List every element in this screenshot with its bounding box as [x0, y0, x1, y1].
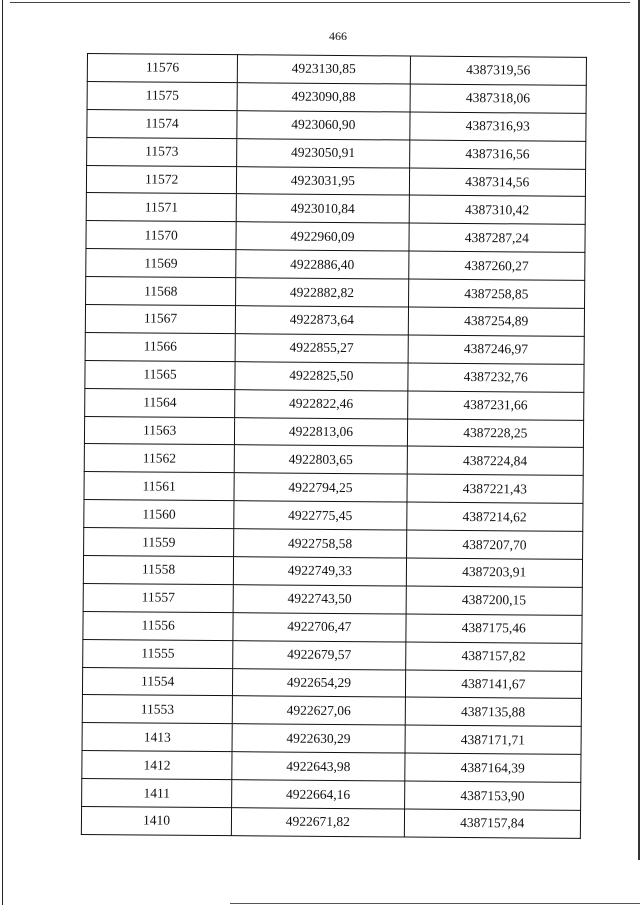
y-coordinate-cell: 4387214,62 — [406, 502, 583, 531]
coordinates-table — [81, 53, 587, 839]
point-number-cell: 11554 — [82, 667, 232, 696]
y-coordinate-cell: 4387260,27 — [408, 251, 585, 280]
point-number-cell: 1412 — [82, 751, 232, 780]
point-number-cell: 11555 — [83, 639, 233, 668]
table-row — [87, 81, 586, 113]
x-coordinate-cell: 4922886,40 — [236, 250, 409, 279]
x-coordinate-cell: 4922630,29 — [232, 724, 405, 753]
point-number-cell: 11558 — [83, 556, 233, 585]
y-coordinate-cell: 4387141,67 — [405, 670, 582, 699]
table-row — [84, 444, 583, 476]
y-coordinate-cell: 4387314,56 — [409, 168, 586, 197]
x-coordinate-cell: 4922825,50 — [235, 361, 408, 390]
point-number-cell: 11575 — [87, 81, 237, 110]
x-coordinate-cell: 4922654,29 — [233, 668, 406, 697]
table-row — [83, 639, 582, 671]
point-number-cell: 11566 — [85, 332, 235, 361]
y-coordinate-cell: 4387221,43 — [407, 474, 584, 503]
table-row — [86, 221, 585, 253]
x-coordinate-cell: 4922813,06 — [235, 417, 408, 446]
table-row — [85, 360, 584, 392]
x-coordinate-cell: 4922873,64 — [236, 306, 409, 335]
point-number-cell: 11576 — [87, 54, 237, 83]
x-coordinate-cell: 4922749,33 — [234, 557, 407, 586]
point-number-cell: 11553 — [82, 695, 232, 724]
x-coordinate-cell: 4922803,65 — [234, 445, 407, 474]
table-row — [84, 528, 583, 560]
point-number-cell: 11572 — [86, 165, 236, 194]
coordinates-table-body — [81, 54, 586, 839]
table-row — [85, 332, 584, 364]
point-number-cell: 11567 — [85, 305, 235, 334]
point-number-cell: 11573 — [87, 137, 237, 166]
table-row — [81, 807, 580, 839]
x-coordinate-cell: 4922706,47 — [233, 612, 406, 641]
y-coordinate-cell: 4387203,91 — [406, 558, 583, 587]
y-coordinate-cell: 4387153,90 — [404, 781, 581, 810]
y-coordinate-cell: 4387254,89 — [408, 307, 585, 336]
table-row — [82, 723, 581, 755]
point-number-cell: 11560 — [84, 500, 234, 529]
x-coordinate-cell: 4922882,82 — [236, 278, 409, 307]
table-row — [86, 249, 585, 281]
x-coordinate-cell: 4923060,90 — [237, 110, 410, 139]
table-row — [83, 556, 582, 588]
y-coordinate-cell: 4387316,93 — [409, 112, 586, 141]
point-number-cell: 11562 — [84, 444, 234, 473]
x-coordinate-cell: 4922855,27 — [235, 334, 408, 363]
y-coordinate-cell: 4387224,84 — [407, 446, 584, 475]
page-edge-top — [10, 2, 630, 3]
y-coordinate-cell: 4387207,70 — [406, 530, 583, 559]
table-row — [82, 779, 581, 811]
x-coordinate-cell: 4922679,57 — [233, 640, 406, 669]
point-number-cell: 1413 — [82, 723, 232, 752]
y-coordinate-cell: 4387316,56 — [409, 140, 586, 169]
y-coordinate-cell: 4387135,88 — [405, 698, 582, 727]
point-number-cell: 1410 — [81, 807, 231, 836]
y-coordinate-cell: 4387200,15 — [406, 586, 583, 615]
table-row — [82, 751, 581, 783]
y-coordinate-cell: 4387164,39 — [404, 753, 581, 782]
table-row — [87, 109, 586, 141]
table-row — [82, 667, 581, 699]
table-row — [83, 611, 582, 643]
y-coordinate-cell: 4387310,42 — [409, 195, 586, 224]
x-coordinate-cell: 4923050,91 — [237, 138, 410, 167]
y-coordinate-cell: 4387228,25 — [407, 419, 584, 448]
y-coordinate-cell: 4387231,66 — [407, 391, 584, 420]
point-number-cell: 11565 — [85, 360, 235, 389]
y-coordinate-cell: 4387319,56 — [410, 56, 587, 85]
point-number-cell: 11574 — [87, 109, 237, 138]
y-coordinate-cell: 4387287,24 — [409, 223, 586, 252]
table-row — [83, 583, 582, 615]
page-number: 466 — [329, 29, 347, 43]
x-coordinate-cell: 4922627,06 — [232, 696, 405, 725]
point-number-cell: 11557 — [83, 583, 233, 612]
point-number-cell: 11570 — [86, 221, 236, 250]
table-row — [85, 305, 584, 337]
x-coordinate-cell: 4922664,16 — [232, 780, 405, 809]
point-number-cell: 1411 — [82, 779, 232, 808]
x-coordinate-cell: 4922758,58 — [234, 529, 407, 558]
y-coordinate-cell: 4387175,46 — [405, 614, 582, 643]
x-coordinate-cell: 4922960,09 — [236, 222, 409, 251]
table-row — [87, 137, 586, 169]
point-number-cell: 11564 — [85, 388, 235, 417]
x-coordinate-cell: 4923031,95 — [237, 166, 410, 195]
x-coordinate-cell: 4923010,84 — [236, 194, 409, 223]
x-coordinate-cell: 4922794,25 — [234, 473, 407, 502]
table-row — [86, 277, 585, 309]
y-coordinate-cell: 4387157,84 — [404, 809, 581, 838]
point-number-cell: 11559 — [84, 528, 234, 557]
table-row — [84, 472, 583, 504]
point-number-cell: 11569 — [86, 249, 236, 278]
y-coordinate-cell: 4387318,06 — [410, 84, 587, 113]
point-number-cell: 11571 — [86, 193, 236, 222]
y-coordinate-cell: 4387258,85 — [408, 279, 585, 308]
x-coordinate-cell: 4922743,50 — [233, 585, 406, 614]
x-coordinate-cell: 4923130,85 — [237, 55, 410, 84]
point-number-cell: 11561 — [84, 472, 234, 501]
point-number-cell: 11568 — [86, 277, 236, 306]
x-coordinate-cell: 4922822,46 — [235, 389, 408, 418]
x-coordinate-cell: 4922775,45 — [234, 501, 407, 530]
y-coordinate-cell: 4387246,97 — [408, 335, 585, 364]
x-coordinate-cell: 4923090,88 — [237, 83, 410, 112]
y-coordinate-cell: 4387171,71 — [405, 725, 582, 754]
table-row — [87, 54, 586, 86]
table-row — [84, 500, 583, 532]
table-row — [84, 416, 583, 448]
point-number-cell: 11563 — [84, 416, 234, 445]
table-row — [82, 695, 581, 727]
table-row — [86, 165, 585, 197]
x-coordinate-cell: 4922643,98 — [232, 752, 405, 781]
y-coordinate-cell: 4387232,76 — [407, 363, 584, 392]
table-row — [86, 193, 585, 225]
x-coordinate-cell: 4922671,82 — [232, 808, 405, 837]
point-number-cell: 11556 — [83, 611, 233, 640]
table-row — [85, 388, 584, 420]
page-edge-left — [2, 0, 3, 905]
y-coordinate-cell: 4387157,82 — [405, 642, 582, 671]
page-edge-bottom — [230, 903, 640, 904]
